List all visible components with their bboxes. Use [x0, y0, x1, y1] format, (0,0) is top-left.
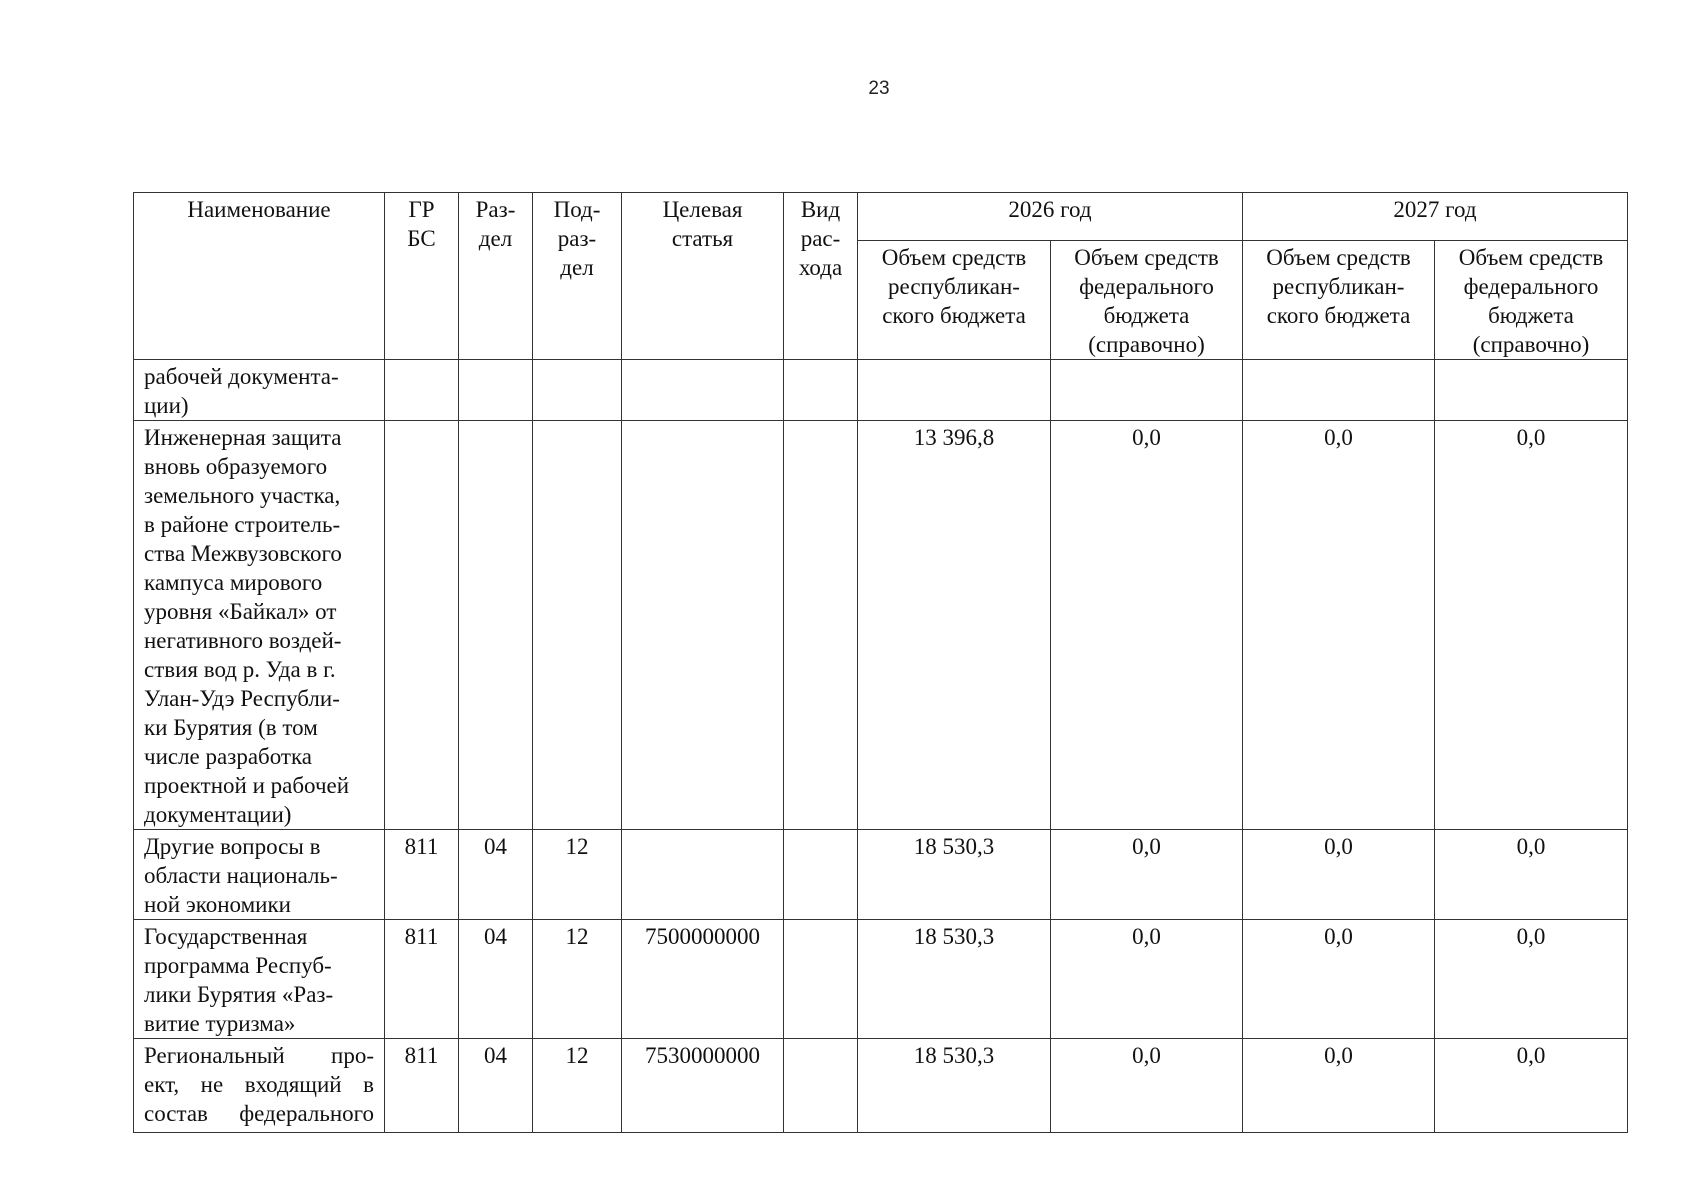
row-fed-2026: 0,0: [1051, 920, 1243, 1039]
row-vid-rashoda: [784, 421, 858, 830]
header-rep-budget-2027: Объем средств республикан- ского бюджета: [1243, 241, 1435, 360]
row-fed-2026: 0,0: [1051, 830, 1243, 920]
row-fed-2026: 0,0: [1051, 1039, 1243, 1133]
row-rep-2027: 0,0: [1243, 421, 1435, 830]
header-year-2027: 2027 год: [1243, 193, 1628, 241]
header-fed-budget-2026: Объем средств федерального бюджета (справочно): [1051, 241, 1243, 360]
budget-table: [133, 192, 1628, 1133]
row-razdel: [459, 421, 533, 830]
row-rep-2026: 18 530,3: [858, 830, 1051, 920]
row-name: рабочей документа- ции): [134, 360, 385, 421]
header-fed-budget-2027: Объем средств федерального бюджета (справочно): [1435, 241, 1628, 360]
row-razdel: 04: [459, 1039, 533, 1133]
row-podrazdel: 12: [533, 1039, 622, 1133]
header-rep-budget-2026: Объем средств республикан- ского бюджета: [858, 241, 1051, 360]
row-fed-2027: 0,0: [1435, 421, 1628, 830]
row-rep-2026: 18 530,3: [858, 920, 1051, 1039]
row-vid-rashoda: [784, 1039, 858, 1133]
row-fed-2027: 0,0: [1435, 830, 1628, 920]
row-podrazdel: [533, 421, 622, 830]
row-fed-2026: 0,0: [1051, 421, 1243, 830]
row-fed-2027: 0,0: [1435, 920, 1628, 1039]
row-rep-2027: 0,0: [1243, 830, 1435, 920]
row-rep-2026: 18 530,3: [858, 1039, 1051, 1133]
header-name: Наименование: [134, 193, 385, 360]
header-year-2026: 2026 год: [858, 193, 1243, 241]
table-row: [134, 360, 1628, 421]
row-grbs: [385, 421, 459, 830]
row-name: Другие вопросы в области националь- ной экономики: [134, 830, 385, 920]
row-name: Государственная программа Респуб- лики Бурятия «Раз- витие туризма»: [134, 920, 385, 1039]
row-fed-2027: 0,0: [1435, 1039, 1628, 1133]
header-celevaya-statya: Целевая статья: [622, 193, 784, 360]
row-rep-2027: 0,0: [1243, 1039, 1435, 1133]
row-rep-2026: 13 396,8: [858, 421, 1051, 830]
row-rep-2027: [1243, 360, 1435, 421]
row-razdel: 04: [459, 830, 533, 920]
table-row: [134, 1039, 1628, 1133]
row-fed-2027: [1435, 360, 1628, 421]
row-grbs: 811: [385, 920, 459, 1039]
row-name: Региональный про- ект, не входящий в состав федерального: [134, 1039, 385, 1133]
row-vid-rashoda: [784, 360, 858, 421]
row-rep-2027: 0,0: [1243, 920, 1435, 1039]
header-vid-rashoda: Вид рас- хода: [784, 193, 858, 360]
row-grbs: 811: [385, 1039, 459, 1133]
row-name: Инженерная защита вновь образуемого земельного участка, в районе строитель- ства Межвузовского кампуса мирового уровня «Байкал» от негативного воздей- ствия вод р. Уда в г. Улан-Удэ Республи- ки Бурятия (в том числе разработка проектной и рабочей документации): [134, 421, 385, 830]
row-vid-rashoda: [784, 830, 858, 920]
row-razdel: 04: [459, 920, 533, 1039]
row-vid-rashoda: [784, 920, 858, 1039]
header-podrazdel: Под- раз- дел: [533, 193, 622, 360]
row-podrazdel: 12: [533, 920, 622, 1039]
header-razdel: Раз- дел: [459, 193, 533, 360]
table-row: [134, 830, 1628, 920]
header-grbs: ГР БС: [385, 193, 459, 360]
row-celevaya-statya: [622, 830, 784, 920]
row-razdel: [459, 360, 533, 421]
row-grbs: [385, 360, 459, 421]
row-celevaya-statya: [622, 360, 784, 421]
page-number: 23: [868, 78, 890, 99]
row-rep-2026: [858, 360, 1051, 421]
header-row-1: [134, 193, 1628, 241]
row-grbs: 811: [385, 830, 459, 920]
row-podrazdel: [533, 360, 622, 421]
row-celevaya-statya: 7500000000: [622, 920, 784, 1039]
row-podrazdel: 12: [533, 830, 622, 920]
row-fed-2026: [1051, 360, 1243, 421]
table-row: [134, 920, 1628, 1039]
row-celevaya-statya: [622, 421, 784, 830]
row-celevaya-statya: 7530000000: [622, 1039, 784, 1133]
table-row: [134, 421, 1628, 830]
